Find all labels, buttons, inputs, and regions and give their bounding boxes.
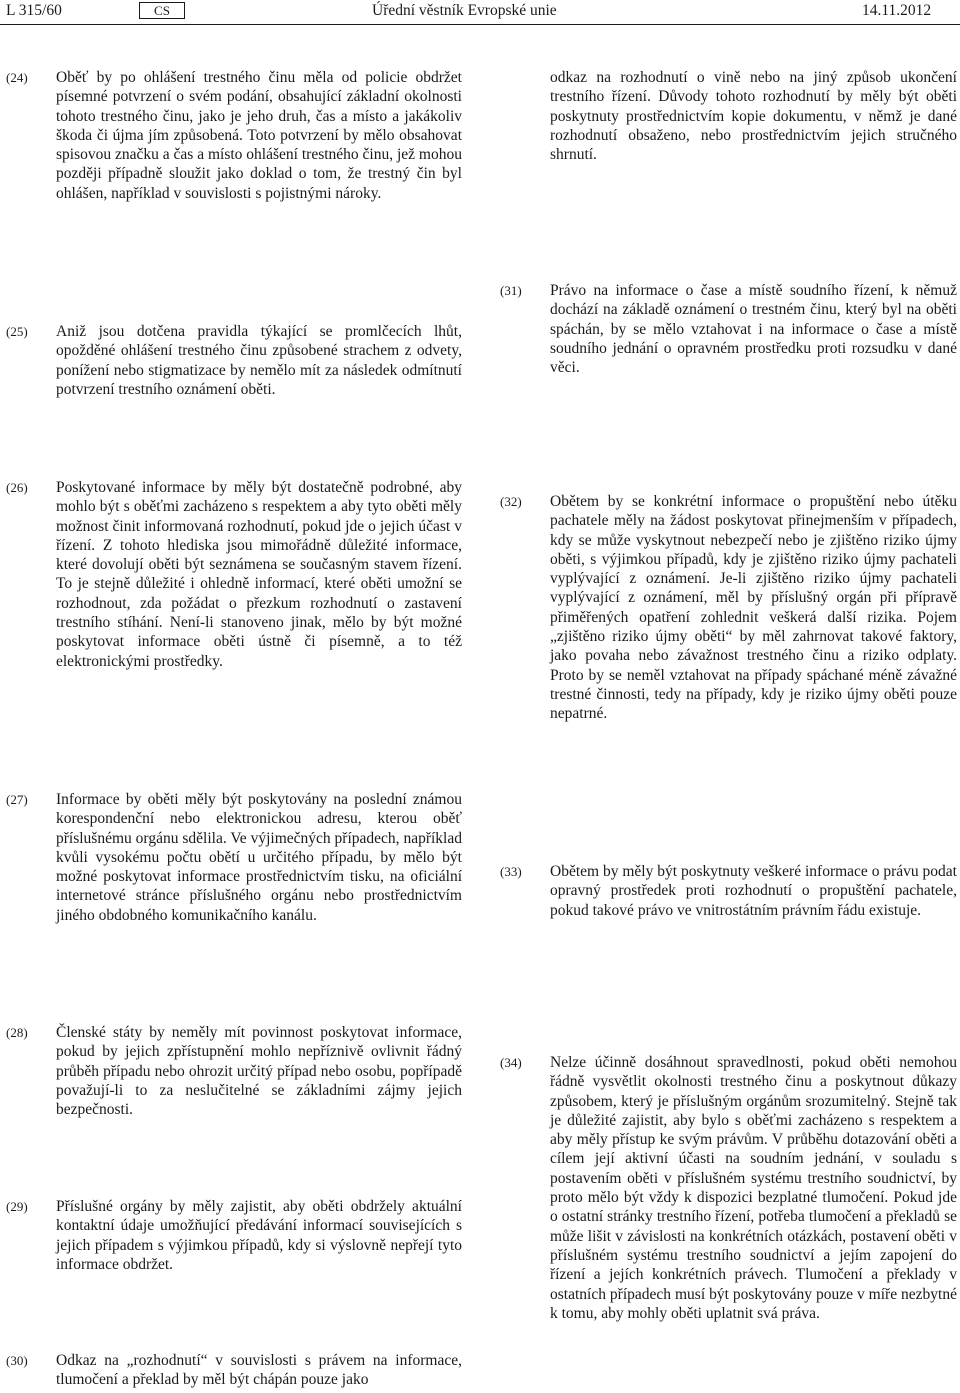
recital-number: (24) bbox=[6, 70, 28, 85]
page-reference: L 315/60 bbox=[6, 2, 62, 19]
recital-32 bbox=[500, 492, 957, 724]
recital-number: (25) bbox=[6, 324, 28, 339]
recital-text: Obětem by měly být poskytnuty veškeré informace o právu podat opravný prostředek proti rozhodnutí o propuštění pachatele, pokud takové právo ve vnitrostátním právním řádu existuje. bbox=[550, 863, 957, 919]
recital-number: (27) bbox=[6, 792, 28, 807]
recital-34 bbox=[500, 1053, 957, 1323]
recital-number: (31) bbox=[500, 283, 522, 298]
recital-text: Aniž jsou dotčena pravidla týkající se promlčecích lhůt, opožděné ohlášení trestného činu způsobené strachem z odvety, ponížení nebo stigmatizace by nemělo mít za následek odmítnutí potvrzení trestního oznámení oběti. bbox=[56, 323, 462, 398]
recital-number: (33) bbox=[500, 864, 522, 879]
recital-27 bbox=[6, 790, 462, 925]
recital-24 bbox=[6, 68, 462, 203]
recital-text: Nelze účinně dosáhnout spravedlnosti, pokud oběti nemohou řádně vysvětlit okolnosti trestného činu a poskytnout důkazy způsobem, který je příslušným orgánům srozumitelný. Stejně tak je důležité zajistit, aby bylo s oběťmi zacházeno s respektem a aby měly přístup ke svým právům. V průběhu dotazování oběti a cílem její aktivní účasti na soudním jednání, v souladu s postavením oběti v příslušném systému trestního soudnictví, by proto mělo být vždy k dispozici bezplatné tlumočení. Pokud jde o ostatní stránky trestního řízení, potřeba tlumočení a překladů se může lišit v závislosti na konkrétních otázkách, postavení oběti v příslušném systému trestního soudnictví a jejím zapojení do řízení a jejích konkrétních právech. Tlumočení a překlady v ostatních případech musí být poskytovány pouze v míře nezbytné k tomu, aby mohly oběti uplatnit svá práva. bbox=[550, 1054, 957, 1322]
recital-number: (34) bbox=[500, 1055, 522, 1070]
recital-number: (28) bbox=[6, 1025, 28, 1040]
recital-30-continued bbox=[550, 68, 957, 164]
recital-text: Odkaz na „rozhodnutí“ v souvislosti s právem na informace, tlumočení a překlad by měl být chápán pouze jako bbox=[56, 1352, 462, 1389]
recital-text: Příslušné orgány by měly zajistit, aby oběti obdržely aktuální kontaktní údaje umožňující předávání informací souvisejících s jejich případem s výjimkou případů, kdy si výslovně nepřejí tyto informace obdržet. bbox=[56, 1198, 462, 1273]
recital-30 bbox=[6, 1351, 462, 1390]
page-header bbox=[0, 0, 960, 22]
journal-title: Úřední věstník Evropské unie bbox=[372, 2, 557, 19]
recital-number: (26) bbox=[6, 480, 28, 495]
recital-number: (30) bbox=[6, 1353, 28, 1368]
recital-text: Obětem by se konkrétní informace o propuštění nebo útěku pachatele měly na žádost poskytovat přinejmenším v případech, kdy se může vyskytnout nebezpečí nebo je zjištěno riziko újmy oběti, s výjimkou případů, kdy je zjištěno riziko újmy pachateli vyplývající z oznámení. Je-li zjištěno riziko újmy pachateli vyplývající z oznámení, měl by příslušný orgán při přípravě přiměřených opatření zohlednit veškerá další rizika. Pojem „zjištěno riziko újmy oběti“ by měl zahrnovat takové faktory, jako povaha nebo závažnost trestného činu a riziko odplaty. Proto by se neměl vztahovat na případy spáchané méně závažné trestné činnosti, tedy na případy, kdy je riziko újmy oběti pouze nepatrné. bbox=[550, 493, 957, 723]
recital-text: Poskytované informace by měly být dostatečně podrobné, aby mohlo být s oběťmi zacházeno s respektem a aby tyto oběti měly možnost činit informovaná rozhodnutí, pokud jde o jejich účast v řízení. Z tohoto hlediska jsou mimořádně důležité informace, které dovolují oběti být seznámena se současným stavem řízení. To je stejně důležité i ohledně informací, které oběti umožní se rozhodnout, zda požádat o přezkum rozhodnutí o zastavení trestního stíhání. Není-li stanoveno jinak, mělo by být možné poskytovat informace oběti ústně či písemně, a to též elektronickými prostředky. bbox=[56, 479, 462, 670]
recital-26 bbox=[6, 478, 462, 671]
recital-25 bbox=[6, 322, 462, 399]
recital-28 bbox=[6, 1023, 462, 1119]
recital-text: odkaz na rozhodnutí o vině nebo na jiný způsob ukončení trestního řízení. Důvody tohoto rozhodnutí by měly být oběti poskytnuty prostřednictvím kopie dokumentu, v němž je dané rozhodnutí obsaženo, nebo prostřednictvím jejich stručného shrnutí. bbox=[550, 69, 957, 164]
language-badge: CS bbox=[139, 2, 185, 19]
recital-number: (29) bbox=[6, 1199, 28, 1214]
recital-31 bbox=[500, 281, 957, 377]
issue-date: 14.11.2012 bbox=[862, 2, 932, 19]
recital-text: Členské státy by neměly mít povinnost poskytovat informace, pokud by jejich zpřístupnění mohlo nepříznivě ovlivnit řádný průběh případu nebo ohrozit určitý případ nebo osobu, popřípadě považují-li to za neslučitelné se základními zájmy jejich bezpečnosti. bbox=[56, 1024, 462, 1119]
recital-number: (32) bbox=[500, 494, 522, 509]
recital-text: Právo na informace o čase a místě soudního řízení, k němuž dochází na základě oznámení o trestném činu, který byl na oběti spáchán, by se mělo vztahovat i na informace o čase a místě soudního jednání o opravném prostředku proti rozsudku v dané věci. bbox=[550, 282, 957, 377]
recital-text: Informace by oběti měly být poskytovány na poslední známou korespondenční nebo elektronickou adresu, kterou oběť příslušnému orgánu sdělila. Ve výjimečných případech, například kvůli vysokému počtu obětí u určitého případu, by mělo být možné poskytovat informace prostřednictvím tisku, na oficiální internetové stránce příslušného orgánu nebo prostřednictvím jiného obdobného komunikačního kanálu. bbox=[56, 791, 462, 924]
recital-33 bbox=[500, 862, 957, 920]
recital-text: Oběť by po ohlášení trestného činu měla od policie obdržet písemné potvrzení o svém podání, obsahující základní okolnosti tohoto trestného činu, jako je jeho druh, čas a místo a jakákoliv škoda či újma jím způsobená. Toto potvrzení by mělo obsahovat spisovou značku a čas a místo ohlášení trestného činu, jež mohou později případně sloužit jako doklad o tom, že trestný čin byl ohlášen, například v souvislosti s pojistnými nároky. bbox=[56, 69, 462, 202]
recital-29 bbox=[6, 1197, 462, 1274]
header-rule bbox=[0, 24, 960, 25]
